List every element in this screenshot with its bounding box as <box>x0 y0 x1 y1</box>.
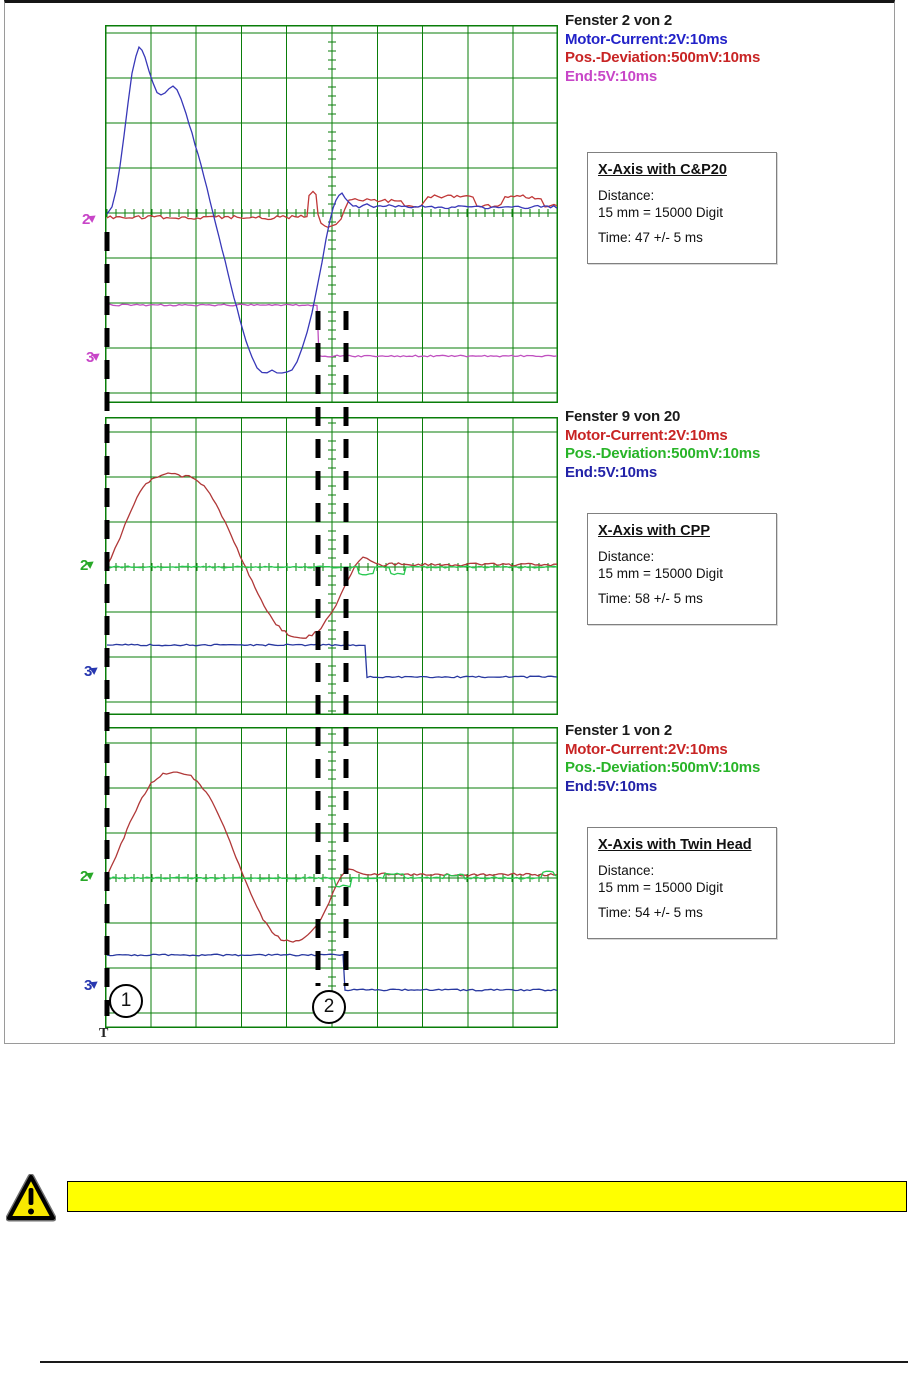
distance-value: 15 mm = 15000 Digit <box>598 880 723 895</box>
scope-3-legend-motor: Motor-Current:2V:10ms <box>565 740 728 758</box>
channel-marker-label: 2 <box>80 557 89 574</box>
channel-marker-label: 3 <box>86 349 95 366</box>
channel-marker-2 <box>80 869 96 884</box>
warning-triangle-icon <box>6 1174 56 1222</box>
time-value: Time: 54 +/- 5 ms <box>598 905 703 920</box>
channel-marker-3 <box>84 664 100 679</box>
scope-2-header <box>565 408 895 482</box>
highlighted-text-bar <box>67 1181 907 1212</box>
distance-value: 15 mm = 15000 Digit <box>598 205 723 220</box>
callout-number: 1 <box>120 990 132 1011</box>
scope-3-header <box>565 722 895 796</box>
scope-1-legend-motor: Motor-Current:2V:10ms <box>565 30 728 48</box>
oscilloscope-screenshot-3 <box>105 727 558 1028</box>
callout-1 <box>109 984 143 1018</box>
oscilloscope-screenshot-1 <box>105 25 558 403</box>
info-box-cp20 <box>587 152 777 264</box>
oscilloscope-screenshot-2 <box>105 417 558 715</box>
channel-marker-2 <box>80 558 96 573</box>
scope-1-legend-end: End:5V:10ms <box>565 67 658 85</box>
channel-marker-3 <box>84 978 100 993</box>
scope-2-legend-motor: Motor-Current:2V:10ms <box>565 426 728 444</box>
scope-3-legend-deviation: Pos.-Deviation:500mV:10ms <box>565 759 761 776</box>
info-box-cpp <box>587 513 777 625</box>
time-value: Time: 47 +/- 5 ms <box>598 230 703 245</box>
info-box-title: X-Axis with C&P20 <box>598 162 727 178</box>
distance-label: Distance: <box>598 188 655 203</box>
scope-3-legend-end: End:5V:10ms <box>565 777 658 795</box>
callout-2 <box>312 990 346 1024</box>
scope-3-title: Fenster 1 von 2 <box>565 722 673 739</box>
scope-1-legend-deviation: Pos.-Deviation:500mV:10ms <box>565 49 761 66</box>
distance-label: Distance: <box>598 863 655 878</box>
scope-2-legend-end: End:5V:10ms <box>565 463 658 481</box>
trigger-marker: T <box>99 1026 109 1041</box>
distance-value: 15 mm = 15000 Digit <box>598 566 723 581</box>
scope-2-title: Fenster 9 von 20 <box>565 408 681 425</box>
channel-marker-3 <box>86 350 102 365</box>
callout-number: 2 <box>323 996 335 1017</box>
channel-marker-label: 2 <box>82 211 91 228</box>
channel-marker-label: 3 <box>84 977 93 994</box>
info-box-twin-head <box>587 827 777 939</box>
channel-marker-2 <box>82 212 98 227</box>
scope-2-legend-deviation: Pos.-Deviation:500mV:10ms <box>565 445 761 462</box>
channel-marker-label: 3 <box>84 663 93 680</box>
footer-rule <box>40 1361 908 1363</box>
time-value: Time: 58 +/- 5 ms <box>598 591 703 606</box>
channel-marker-label: 2 <box>80 868 89 885</box>
scope-1-title: Fenster 2 von 2 <box>565 12 673 29</box>
scope-1-header <box>565 12 895 86</box>
info-box-title: X-Axis with Twin Head <box>598 837 752 853</box>
distance-label: Distance: <box>598 549 655 564</box>
info-box-title: X-Axis with CPP <box>598 523 710 539</box>
